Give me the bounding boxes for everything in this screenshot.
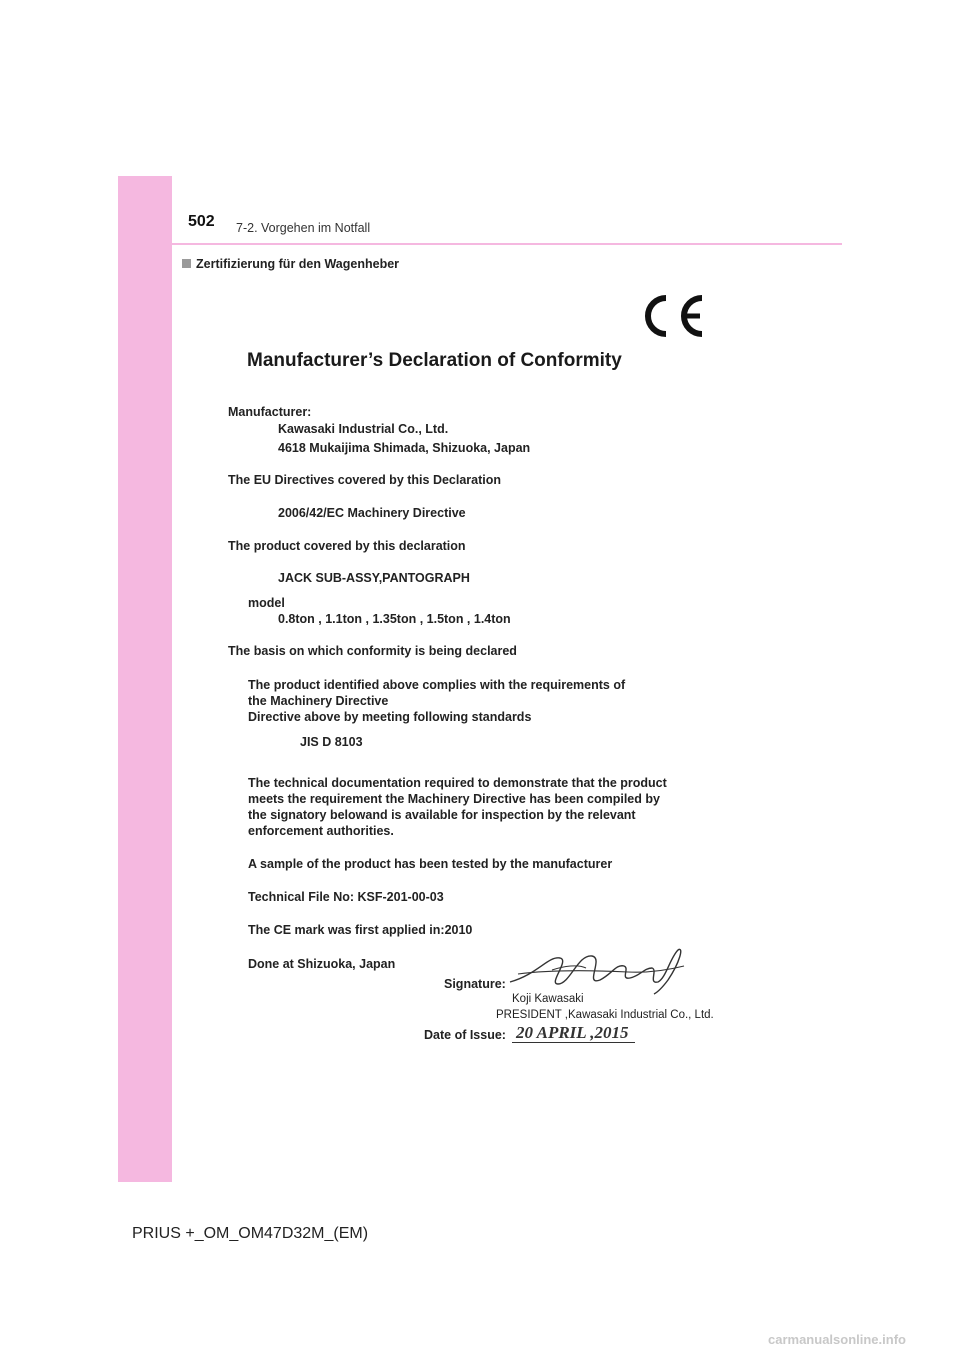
ce-first-applied: The CE mark was first applied in:2010: [248, 923, 473, 937]
model-values: 0.8ton , 1.1ton , 1.35ton , 1.5ton , 1.4ton: [278, 612, 511, 626]
watermark-text: carmanualsonline.info: [768, 1332, 906, 1347]
directive-value: 2006/42/EC Machinery Directive: [278, 506, 466, 520]
standard-value: JIS D 8103: [300, 735, 363, 749]
sample-tested-text: A sample of the product has been tested by the manufacturer: [248, 857, 613, 871]
basis-line: The product identified above complies with the requirements of: [248, 678, 626, 692]
done-at-text: Done at Shizuoka, Japan: [248, 957, 396, 971]
section-title: 7-2. Vorgehen im Notfall: [236, 221, 371, 235]
tech-doc-line: The technical documentation required to demonstrate that the product: [248, 776, 667, 790]
product-label: The product covered by this declaration: [228, 539, 466, 553]
model-label: model: [248, 596, 285, 610]
signature-label: Signature:: [444, 977, 506, 991]
header-divider: [172, 243, 842, 245]
date-of-issue-value: 20 APRIL ,2015: [512, 1024, 635, 1043]
declaration-title: Manufacturer’s Declaration of Conformity: [247, 350, 622, 371]
subheading-text: Zertifizierung für den Wagenheber: [196, 257, 400, 271]
manufacturer-name: Kawasaki Industrial Co., Ltd.: [278, 422, 449, 436]
basis-label: The basis on which conformity is being declared: [228, 644, 517, 658]
basis-line: Directive above by meeting following standards: [248, 710, 532, 724]
ce-mark-icon: [636, 292, 708, 340]
directives-label: The EU Directives covered by this Declaration: [228, 473, 502, 487]
technical-file-number: Technical File No: KSF-201-00-03: [248, 890, 444, 904]
signatory-title: PRESIDENT ,Kawasaki Industrial Co., Ltd.: [496, 1009, 714, 1021]
section-subheading: [182, 257, 399, 271]
chapter-sidebar-tab: [118, 176, 172, 1182]
manufacturer-address: 4618 Mukaijima Shimada, Shizuoka, Japan: [278, 441, 531, 455]
basis-line: the Machinery Directive: [248, 694, 389, 708]
square-bullet-icon: [182, 259, 191, 268]
signature-icon: [508, 944, 688, 996]
product-value: JACK SUB-ASSY,PANTOGRAPH: [278, 571, 470, 585]
tech-doc-line: meets the requirement the Machinery Directive has been compiled by: [248, 792, 660, 806]
signatory-name: Koji Kawasaki: [512, 993, 584, 1005]
tech-doc-line: enforcement authorities.: [248, 824, 394, 838]
date-of-issue-label: Date of Issue:: [424, 1028, 506, 1042]
document-code-footer: PRIUS +_OM_OM47D32M_(EM): [132, 1225, 369, 1242]
page-number: 502: [188, 213, 215, 230]
tech-doc-line: the signatory belowand is available for inspection by the relevant: [248, 808, 636, 822]
manufacturer-label: Manufacturer:: [228, 405, 312, 419]
